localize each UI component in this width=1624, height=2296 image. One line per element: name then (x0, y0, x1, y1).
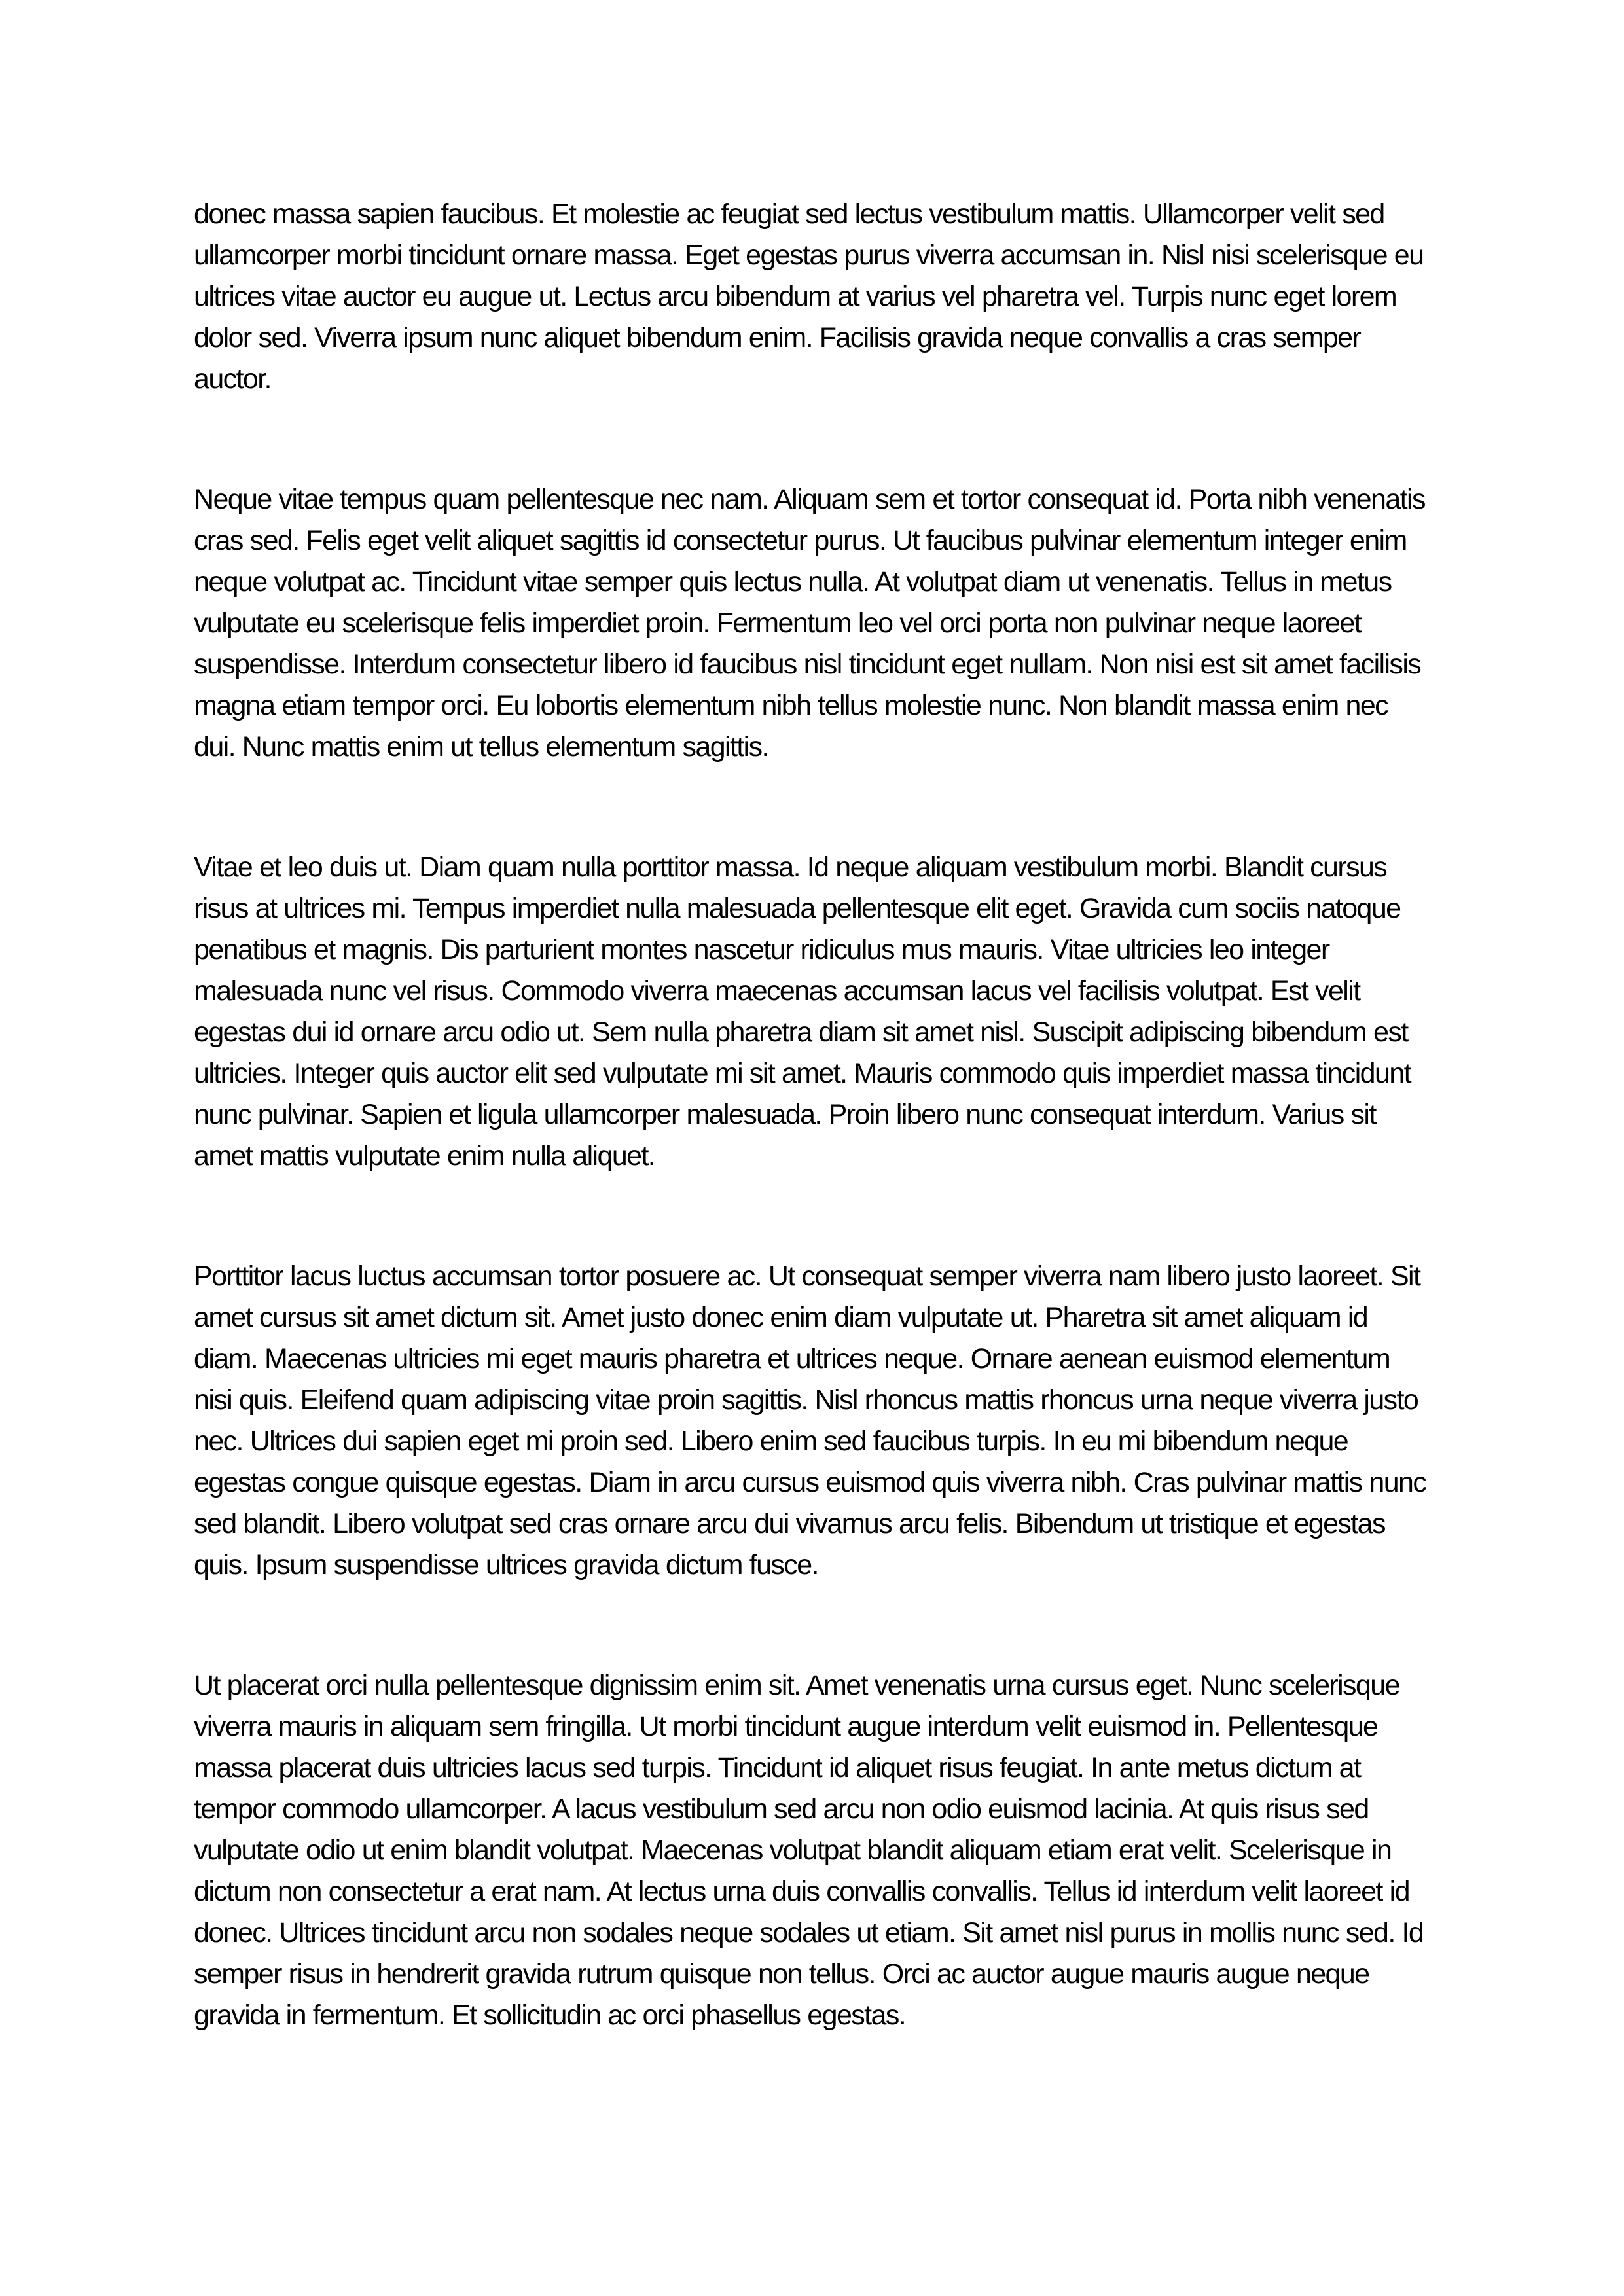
paragraph-3: Vitae et leo duis ut. Diam quam nulla porttitor massa. Id neque aliquam vestibulum morbi. Blandit cursus risus at ultrices mi. Tempus imperdiet nulla malesuada pellentesque elit eget. Gravida cum sociis natoque penatibus et magnis. Dis parturient montes nascetur ridiculus mus mauris. Vitae ultricies leo integer malesuada nunc vel risus. Commodo viverra maecenas accumsan lacus vel facilisis volutpat. Est velit egestas dui id ornare arcu odio ut. Sem nulla pharetra diam sit amet nisl. Suscipit adipiscing bibendum est ultricies. Integer quis auctor elit sed vulputate mi sit amet. Mauris commodo quis imperdiet massa tincidunt nunc pulvinar. Sapien et ligula ullamcorper malesuada. Proin libero nunc consequat interdum. Varius sit amet mattis vulputate enim nulla aliquet. (194, 852, 1411, 1172)
paragraph-5: Ut placerat orci nulla pellentesque dignissim enim sit. Amet venenatis urna cursus eget. Nunc scelerisque viverra mauris in aliquam sem fringilla. Ut morbi tincidunt augue interdum velit euismod in. Pellentesque massa placerat duis ultricies lacus sed turpis. Tincidunt id aliquet risus feugiat. In ante metus dictum at tempor commodo ullamcorper. A lacus vestibulum sed arcu non odio euismod lacinia. At quis risus sed vulputate odio ut enim blandit volutpat. Maecenas volutpat blandit aliquam etiam erat velit. Scelerisque in dictum non consectetur a erat nam. At lectus urna duis convallis convallis. Tellus id interdum velit laoreet id donec. Ultrices tincidunt arcu non sodales neque sodales ut etiam. Sit amet nisl purus in mollis nunc sed. Id semper risus in hendrerit gravida rutrum quisque non tellus. Orci ac auctor augue mauris augue neque gravida in fermentum. Et sollicitudin ac orci phasellus egestas. (194, 1670, 1424, 2031)
paragraph-1: donec massa sapien faucibus. Et molestie ac feugiat sed lectus vestibulum mattis. Ullamcorper velit sed ullamcorper morbi tincidunt ornare massa. Eget egestas purus viverra accumsan in. Nisl nisi scelerisque eu ultrices vitae auctor eu augue ut. Lectus arcu bibendum at varius vel pharetra vel. Turpis nunc eget lorem dolor sed. Viverra ipsum nunc aliquet bibendum enim. Facilisis gravida neque convallis a cras semper auctor. (194, 198, 1424, 395)
paragraph-2: Neque vitae tempus quam pellentesque nec nam. Aliquam sem et tortor consequat id. Porta nibh venenatis cras sed. Felis eget velit aliquet sagittis id consectetur purus. Ut faucibus pulvinar elementum integer enim neque volutpat ac. Tincidunt vitae semper quis lectus nulla. At volutpat diam ut venenatis. Tellus in metus vulputate eu scelerisque felis imperdiet proin. Fermentum leo vel orci porta non pulvinar neque laoreet suspendisse. Interdum consectetur libero id faucibus nisl tincidunt eget nullam. Non nisi est sit amet facilisis magna etiam tempor orci. Eu lobortis elementum nibh tellus molestie nunc. Non blandit massa enim nec dui. Nunc mattis enim ut tellus elementum sagittis. (194, 484, 1425, 762)
paragraph-4: Porttitor lacus luctus accumsan tortor posuere ac. Ut consequat semper viverra nam libero justo laoreet. Sit amet cursus sit amet dictum sit. Amet justo donec enim diam vulputate ut. Pharetra sit amet aliquam id diam. Maecenas ultricies mi eget mauris pharetra et ultrices neque. Ornare aenean euismod elementum nisi quis. Eleifend quam adipiscing vitae proin sagittis. Nisl rhoncus mattis rhoncus urna neque viverra justo nec. Ultrices dui sapien eget mi proin sed. Libero enim sed faucibus turpis. In eu mi bibendum neque egestas congue quisque egestas. Diam in arcu cursus euismod quis viverra nibh. Cras pulvinar mattis nunc sed blandit. Libero volutpat sed cras ornare arcu dui vivamus arcu felis. Bibendum ut tristique et egestas quis. Ipsum suspendisse ultrices gravida dictum fusce. (194, 1261, 1426, 1581)
